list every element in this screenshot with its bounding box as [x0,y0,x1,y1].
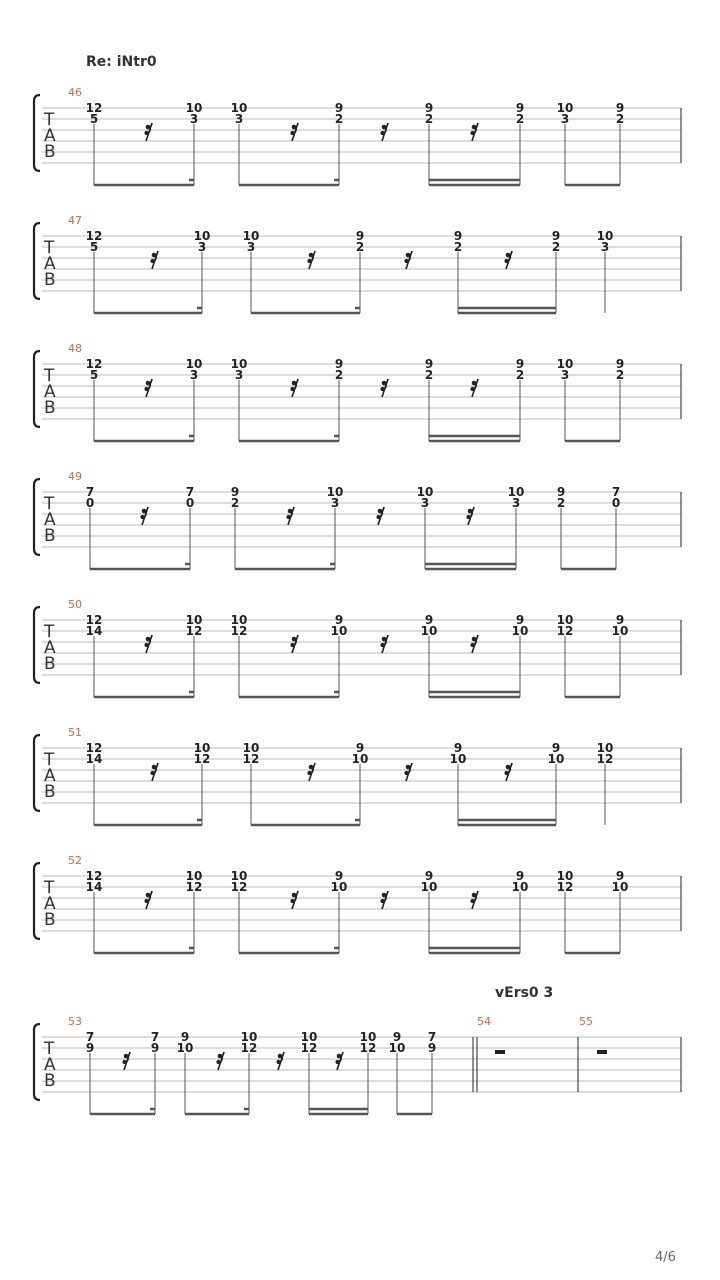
fret-number: 10 [351,752,369,766]
fret-number: 0 [85,496,95,510]
fret-number: 9 [150,1041,160,1055]
fret-number: 10 [230,869,248,883]
whole-rest [597,1050,607,1054]
fret-number: 12 [240,1041,258,1055]
fret-number: 10 [420,880,438,894]
fret-number: 12 [359,1041,377,1055]
fret-number: 10 [230,357,248,371]
fret-number: 3 [197,240,207,254]
tab-letter: T [44,622,55,642]
staff-bracket [34,735,40,811]
fret-number: 12 [185,624,203,638]
fret-number: 5 [89,240,99,254]
fret-number: 9 [334,101,344,115]
fret-number: 2 [453,240,463,254]
fret-number: 10 [193,741,211,755]
fret-number: 10 [449,752,467,766]
fret-number: 10 [596,741,614,755]
fret-number: 9 [551,229,561,243]
fret-number: 10 [547,752,565,766]
fret-number: 2 [334,368,344,382]
tab-system [34,86,681,185]
fret-number: 10 [420,624,438,638]
fret-number: 9 [515,357,525,371]
fret-number: 7 [185,485,195,499]
fret-number: 10 [416,485,434,499]
fret-number: 2 [615,368,625,382]
fret-number: 9 [355,741,365,755]
tab-system [34,726,681,825]
fret-number: 14 [85,624,103,638]
tab-letter: A [44,766,56,786]
fret-number: 12 [230,880,248,894]
tab-letter: T [44,1039,55,1059]
tab-letter: T [44,238,55,258]
measure-number: 55 [579,1015,593,1028]
fret-number: 10 [230,101,248,115]
fret-number: 9 [424,869,434,883]
tab-letter: T [44,750,55,770]
staff-bracket [34,95,40,171]
fret-number: 9 [515,101,525,115]
fret-number: 0 [611,496,621,510]
fret-number: 10 [556,869,574,883]
fret-number: 12 [85,229,103,243]
fret-number: 7 [150,1030,160,1044]
fret-number: 14 [85,752,103,766]
fret-number: 10 [388,1041,406,1055]
fret-number: 10 [556,101,574,115]
fret-number: 9 [515,613,525,627]
fret-number: 10 [185,613,203,627]
tab-system [34,214,681,313]
staff-bracket [34,1024,40,1100]
fret-number: 10 [556,613,574,627]
fret-number: 10 [242,229,260,243]
fret-number: 12 [85,357,103,371]
tab-letter: T [44,494,55,514]
fret-number: 10 [611,880,629,894]
fret-number: 3 [560,112,570,126]
fret-number: 10 [359,1030,377,1044]
fret-number: 7 [611,485,621,499]
tab-letter: T [44,366,55,386]
measure-number: 54 [477,1015,491,1028]
fret-number: 9 [615,613,625,627]
fret-number: 3 [600,240,610,254]
fret-number: 2 [424,368,434,382]
fret-number: 9 [424,357,434,371]
measure-number: 47 [68,214,82,227]
fret-number: 12 [230,624,248,638]
fret-number: 3 [511,496,521,510]
fret-number: 3 [189,112,199,126]
fret-number: 9 [334,613,344,627]
measure-number: 49 [68,470,82,483]
whole-rest [495,1050,505,1054]
fret-number: 2 [355,240,365,254]
tab-letter: B [44,654,56,674]
fret-number: 10 [185,357,203,371]
fret-number: 2 [515,368,525,382]
fret-number: 9 [230,485,240,499]
staff-bracket [34,223,40,299]
tab-letter: B [44,526,56,546]
tab-letter: A [44,638,56,658]
section-label-intro: Re: iNtr0 [86,54,157,70]
fret-number: 9 [355,229,365,243]
tab-letter: B [44,398,56,418]
fret-number: 10 [596,229,614,243]
measure-number: 48 [68,342,82,355]
tab-letter: A [44,894,56,914]
fret-number: 9 [551,741,561,755]
fret-number: 2 [424,112,434,126]
measure-number: 53 [68,1015,82,1028]
staff-bracket [34,863,40,939]
fret-number: 9 [453,229,463,243]
fret-number: 9 [427,1041,437,1055]
fret-number: 10 [330,880,348,894]
tab-system [34,1015,681,1114]
fret-number: 10 [326,485,344,499]
tab-letter: A [44,382,56,402]
fret-number: 12 [85,613,103,627]
staff-bracket [34,351,40,427]
fret-number: 2 [556,496,566,510]
fret-number: 14 [85,880,103,894]
tab-letter: A [44,1055,56,1075]
fret-number: 7 [85,1030,95,1044]
tab-system [34,342,681,441]
fret-number: 9 [615,101,625,115]
fret-number: 10 [330,624,348,638]
fret-number: 12 [193,752,211,766]
fret-number: 9 [556,485,566,499]
fret-number: 12 [85,869,103,883]
tab-system [34,598,681,697]
staff-bracket [34,479,40,555]
fret-number: 10 [242,741,260,755]
fret-number: 12 [300,1041,318,1055]
fret-number: 9 [392,1030,402,1044]
tab-letter: B [44,1071,56,1091]
tab-letter: A [44,126,56,146]
fret-number: 9 [424,101,434,115]
tab-system [34,854,681,953]
fret-number: 10 [185,101,203,115]
fret-number: 5 [89,368,99,382]
fret-number: 2 [230,496,240,510]
tab-letter: B [44,270,56,290]
fret-number: 7 [427,1030,437,1044]
section-label-verse: vErs0 3 [495,985,554,1001]
tab-system [34,470,681,569]
fret-number: 10 [185,869,203,883]
tab-letter: T [44,878,55,898]
staff-bracket [34,607,40,683]
fret-number: 12 [85,741,103,755]
fret-number: 3 [189,368,199,382]
fret-number: 10 [300,1030,318,1044]
fret-number: 7 [85,485,95,499]
fret-number: 9 [453,741,463,755]
fret-number: 10 [511,624,529,638]
tab-letter: B [44,142,56,162]
fret-number: 9 [85,1041,95,1055]
fret-number: 12 [242,752,260,766]
fret-number: 3 [234,368,244,382]
fret-number: 12 [596,752,614,766]
fret-number: 9 [334,869,344,883]
fret-number: 12 [556,880,574,894]
fret-number: 10 [507,485,525,499]
fret-number: 12 [556,624,574,638]
fret-number: 3 [560,368,570,382]
fret-number: 9 [424,613,434,627]
fret-number: 12 [185,880,203,894]
fret-number: 9 [615,869,625,883]
fret-number: 0 [185,496,195,510]
fret-number: 9 [515,869,525,883]
tab-letter: T [44,110,55,130]
fret-number: 2 [615,112,625,126]
fret-number: 10 [611,624,629,638]
fret-number: 10 [230,613,248,627]
fret-number: 9 [334,357,344,371]
measure-number: 50 [68,598,82,611]
tab-letter: A [44,254,56,274]
fret-number: 10 [511,880,529,894]
fret-number: 10 [193,229,211,243]
fret-number: 9 [615,357,625,371]
fret-number: 2 [551,240,561,254]
tab-letter: A [44,510,56,530]
measure-number: 46 [68,86,82,99]
measure-number: 52 [68,854,82,867]
fret-number: 3 [246,240,256,254]
fret-number: 3 [234,112,244,126]
fret-number: 2 [515,112,525,126]
tab-letter: B [44,910,56,930]
fret-number: 10 [240,1030,258,1044]
fret-number: 3 [330,496,340,510]
page-number: 4/6 [655,1250,676,1265]
fret-number: 5 [89,112,99,126]
fret-number: 10 [176,1041,194,1055]
fret-number: 3 [420,496,430,510]
fret-number: 12 [85,101,103,115]
fret-number: 2 [334,112,344,126]
fret-number: 10 [556,357,574,371]
tab-letter: B [44,782,56,802]
fret-number: 9 [180,1030,190,1044]
measure-number: 51 [68,726,82,739]
